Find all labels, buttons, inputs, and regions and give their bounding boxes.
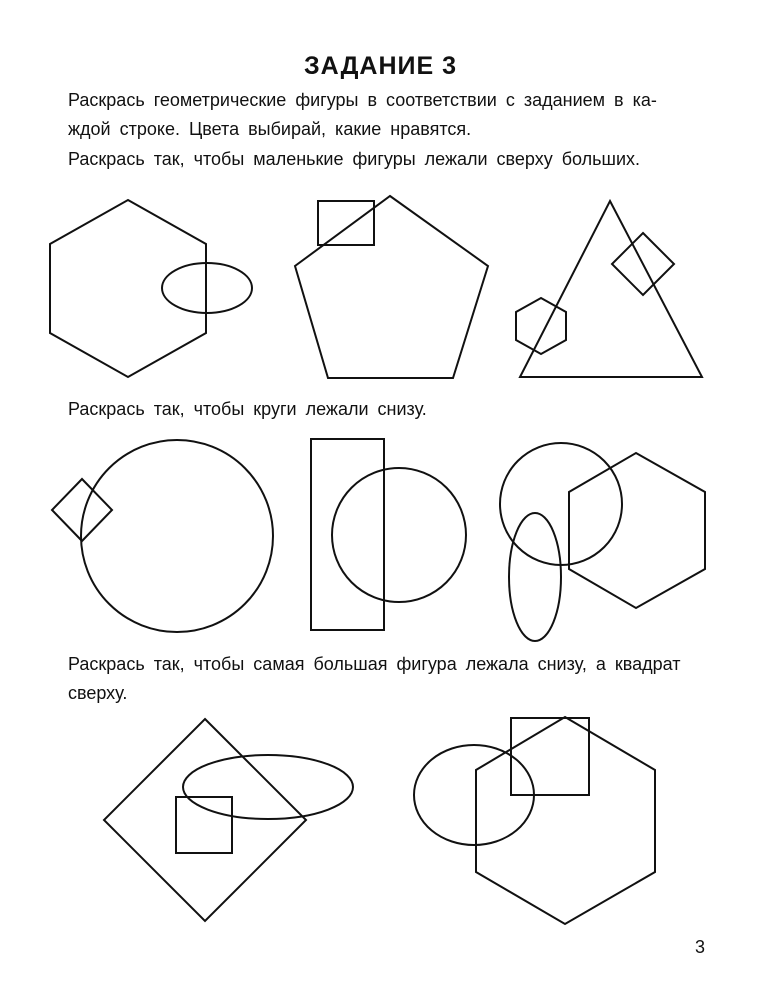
- row2-group-circle-diamond: [52, 440, 273, 632]
- large-diamond: [104, 719, 306, 921]
- instruction-row-2: Раскрась так, чтобы круги лежали снизу.: [68, 399, 427, 419]
- intro-line-1: Раскрась геометрические фигуры в соответствии с заданием в ка-: [68, 90, 657, 110]
- small-square: [176, 797, 232, 853]
- row2-group-circle-hexagon-ellipse: [500, 443, 705, 641]
- instruction-3-line-1: Раскрась так, чтобы самая большая фигура лежала снизу, а квадрат: [68, 654, 681, 674]
- small-hexagon: [516, 298, 566, 354]
- row1-group-hexagon-ellipse: [50, 200, 252, 377]
- square: [511, 718, 589, 795]
- large-circle: [81, 440, 273, 632]
- task-title: ЗАДАНИЕ 3: [303, 52, 458, 80]
- instruction-row-1: Раскрась так, чтобы маленькие фигуры лежали сверху больших.: [68, 149, 641, 169]
- small-square: [318, 201, 374, 245]
- row1-group-triangle: [516, 201, 702, 377]
- circle: [500, 443, 622, 565]
- row1-group-pentagon-square: [295, 196, 488, 378]
- ellipse: [183, 755, 353, 819]
- instruction-3-line-2: сверху.: [68, 683, 128, 703]
- page-number: 3: [694, 937, 705, 957]
- tall-rectangle: [311, 439, 384, 630]
- large-pentagon: [295, 196, 488, 378]
- hexagon: [569, 453, 705, 608]
- row2-group-rect-circle: [311, 439, 466, 630]
- row3-group-diamond-ellipse-square: [104, 719, 353, 921]
- intro-line-2: ждой строке. Цвета выбирай, какие нравятся.: [68, 119, 472, 139]
- row3-group-hexagon-ellipse-square: [414, 717, 655, 924]
- large-hexagon: [476, 717, 655, 924]
- large-hexagon: [50, 200, 206, 377]
- circle: [332, 468, 466, 602]
- tall-ellipse: [509, 513, 561, 641]
